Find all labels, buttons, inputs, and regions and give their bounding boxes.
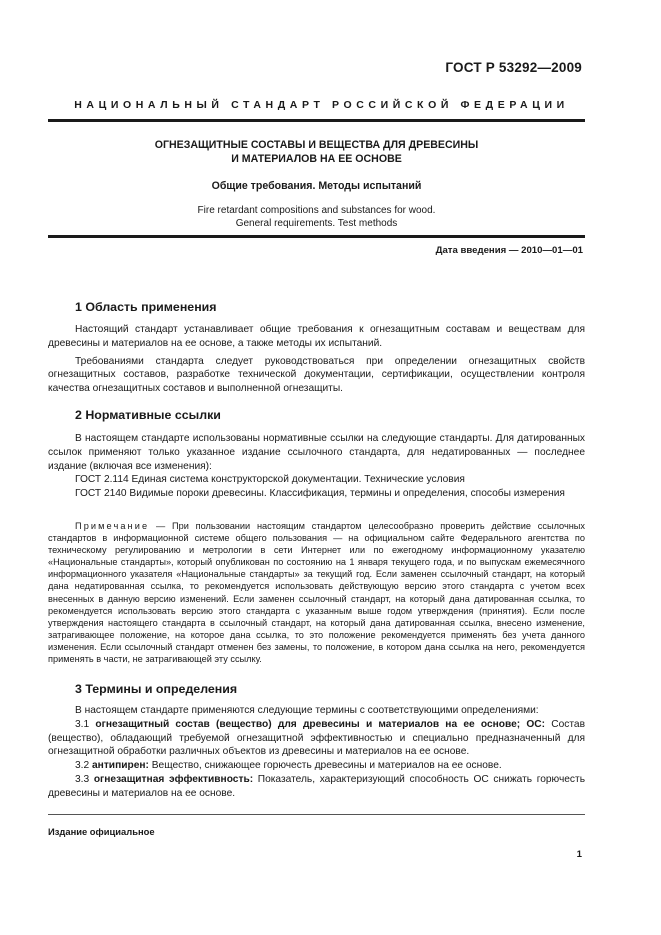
english-title	[48, 204, 585, 230]
term-3-1-definition: Состав (вещество), обладающий требуемой огнезащитной эффективностью и специально предназначенный для огнезащитной обработки различных объектов из древесины и материалов на ее основе.	[48, 718, 585, 758]
document-title	[48, 138, 585, 166]
section-2-body	[48, 432, 585, 501]
note-label: Примечание	[75, 521, 150, 531]
english-title-line-1: Fire retardant compositions and substances for wood.	[197, 205, 436, 216]
title-line-1: ОГНЕЗАЩИТНЫЕ СОСТАВЫ И ВЕЩЕСТВА ДЛЯ ДРЕВЕСИНЫ	[154, 139, 479, 151]
section-3-paragraph-1: В настоящем стандарте применяются следующие термины с соответствующими определениями:	[75, 705, 539, 716]
title-bottom-rule	[48, 235, 585, 238]
section-1-body	[48, 323, 585, 396]
term-3-1-term: огнезащитный состав (вещество) для древесины и материалов на ее основе;	[95, 718, 521, 730]
section-2-heading: 2 Нормативные ссылки	[75, 408, 221, 422]
term-3-3-definition: Показатель, характеризующий способность ОС снижать горючесть древесины и материалов на ее основе.	[48, 773, 585, 799]
section-2-paragraph-1: В настоящем стандарте использованы нормативные ссылки на следующие стандарты. Для датированных ссылок применяют только указанное издание ссылочного стандарта, для недатированных — последнее издание (включая все изменения):	[48, 433, 585, 472]
note-text: — При пользовании настоящим стандартом целесообразно проверить действие ссылочных стандартов в информационной системе общего пользования — на официальном сайте Федерального агентства по техническому регулированию и метрологии в сети Интернет или по ежегодному информационному указателю «Национальные стандарты», который опубликован по состоянию на 1 января текущего года, и по выпускам ежемесячного информационного указателя «Национальные стандарты» за текущий год. Если заменен ссылочный стандарт, на который дана недатированная ссылка, то рекомендуется использовать действующую версию этого стандарта с учетом всех внесенных в данную версию изменений. Если заменен ссылочный стандарт, на который дана датированная ссылка, то рекомендуется использовать версию этого стандарта с указанным выше годом утверждения (принятия). Если после утверждения настоящего стандарта в ссылочный стандарт, на который дана датированная ссылка, внесено изменение, затрагивающее положение, на которое дана ссылка, то это положение рекомендуется применять без учета данного изменения. Если ссылочный стандарт отменен без замены, то положение, в котором дана ссылка на него, рекомендуется применять в части, не затрагивающей эту ссылку.	[48, 521, 585, 665]
introduction-date: Дата введения — 2010—01—01	[435, 245, 583, 256]
section-3-body	[48, 704, 585, 801]
term-3-1	[48, 718, 585, 759]
document-subtitle: Общие требования. Методы испытаний	[211, 180, 422, 192]
section-1-paragraph-2: Требованиями стандарта следует руководствоваться при определении огнезащитных свойств огнезащитных составов, разработке технической документации, сертификации, осуществлении контроля качества огнезащитных составов и выполненной огнезащиты.	[48, 355, 585, 395]
section-2-note	[48, 520, 585, 665]
term-3-3-number: 3.3	[75, 773, 94, 785]
section-1-heading: 1 Область применения	[75, 300, 217, 314]
english-title-line-2: General requirements. Test methods	[235, 218, 398, 229]
section-1-paragraph-1: Настоящий стандарт устанавливает общие требования к огнезащитным составам и веществам для древесины и материалов на ее основе, а также методы их испытаний.	[48, 324, 585, 349]
term-3-2-definition: Вещество, снижающее горючесть древесины и материалов на ее основе.	[148, 760, 502, 772]
title-line-2: И МАТЕРИАЛОВ НА ЕЕ ОСНОВЕ	[231, 153, 402, 165]
term-3-2-term: антипирен:	[92, 760, 149, 772]
term-3-1-abbr: ОС:	[520, 718, 546, 730]
reference-gost-2-114: ГОСТ 2.114 Единая система конструкторской документации. Технические условия	[75, 474, 465, 486]
footer-rule	[48, 814, 585, 815]
term-3-3	[48, 773, 585, 801]
term-3-2-number: 3.2	[75, 760, 92, 772]
reference-gost-2140: ГОСТ 2140 Видимые пороки древесины. Классификация, термины и определения, способы измерения	[75, 488, 565, 500]
term-3-1-number: 3.1	[75, 718, 96, 730]
official-edition-label: Издание официальное	[48, 826, 155, 837]
national-standard-banner: НАЦИОНАЛЬНЫЙ СТАНДАРТ РОССИЙСКОЙ ФЕДЕРАЦИИ	[74, 99, 569, 111]
section-3-heading: 3 Термины и определения	[75, 682, 238, 696]
term-3-3-term: огнезащитная эффективность:	[93, 773, 254, 785]
page-number: 1	[576, 849, 582, 860]
standard-code: ГОСТ Р 53292—2009	[445, 60, 582, 75]
top-rule	[48, 119, 585, 122]
term-3-2	[48, 759, 585, 773]
